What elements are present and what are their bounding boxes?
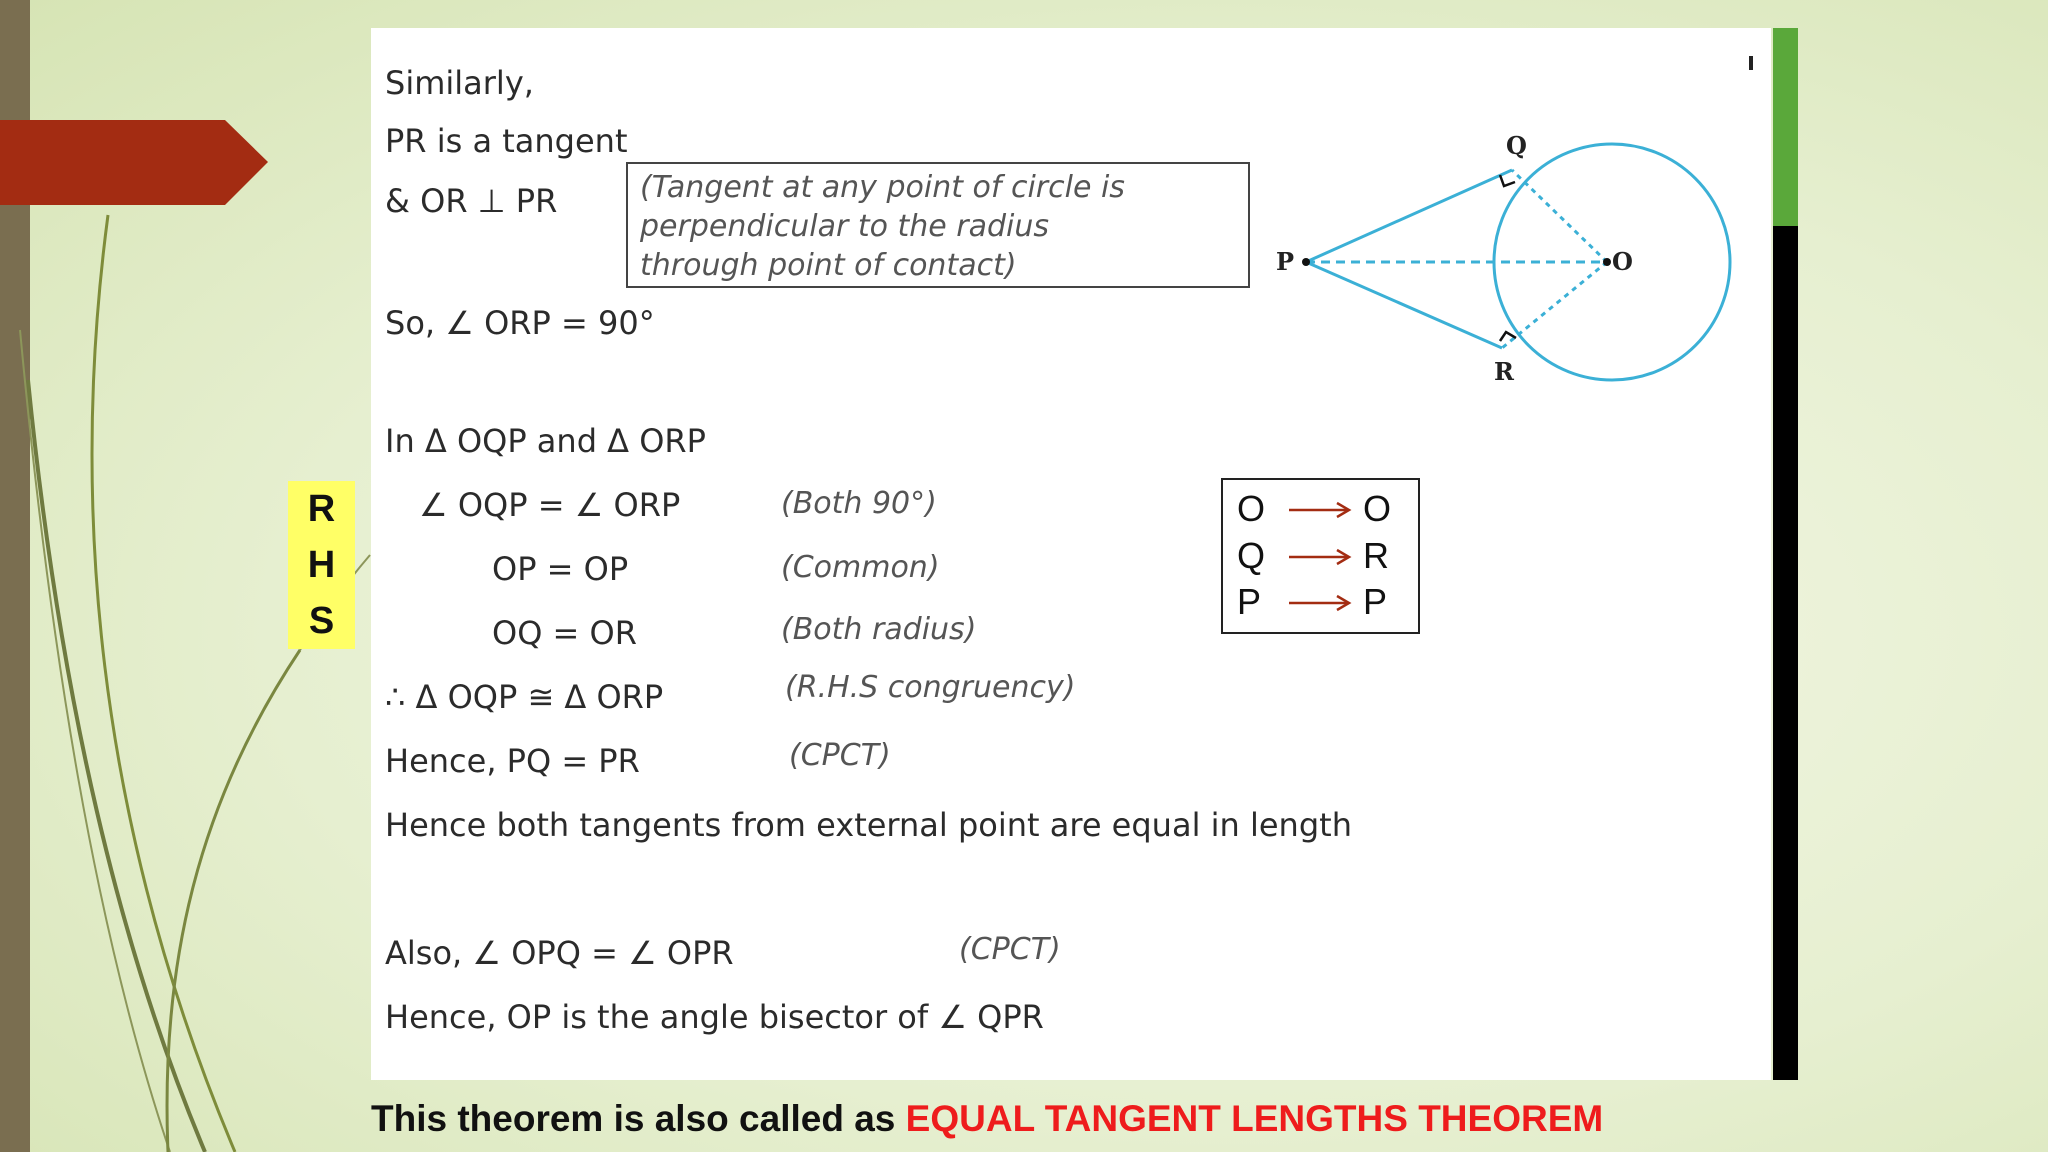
note-line: (Tangent at any point of circle is xyxy=(640,170,1125,205)
arrow-right-icon xyxy=(1287,500,1353,520)
step-statement: Hence, PQ = PR xyxy=(385,742,640,780)
to-vertex: P xyxy=(1363,581,1388,622)
proof-line-tangent: PR is a tangent xyxy=(385,122,628,160)
tangent-property-note xyxy=(626,162,1250,288)
step-statement: ∠ OQP = ∠ ORP xyxy=(419,486,681,524)
radius-oq xyxy=(1512,170,1607,262)
step-reason: (Both 90°) xyxy=(781,486,937,521)
proof-line-also: Also, ∠ OPQ = ∠ OPR xyxy=(385,934,734,972)
note-line: perpendicular to the radius xyxy=(640,209,1049,244)
label-p: P xyxy=(1276,247,1295,276)
scrollbar-thumb[interactable] xyxy=(1773,28,1798,226)
arrow-right-icon xyxy=(1287,593,1353,613)
proof-line-perpendicular: & OR ⊥ PR xyxy=(385,182,558,220)
rhs-label-box xyxy=(288,481,355,649)
footer-prefix: This theorem is also called as xyxy=(371,1098,906,1139)
arrow-tab-shape xyxy=(0,120,268,205)
step-reason: (CPCT) xyxy=(789,738,891,773)
correspondence-row xyxy=(1237,581,1407,625)
note-line: through point of contact) xyxy=(640,248,1017,283)
to-vertex: R xyxy=(1363,535,1389,576)
vertex-correspondence-box xyxy=(1221,478,1420,634)
tangent-pq xyxy=(1306,170,1512,262)
tangent-pr xyxy=(1306,262,1502,348)
theorem-footer xyxy=(371,1098,1603,1140)
step-statement: OP = OP xyxy=(492,550,629,588)
to-vertex: O xyxy=(1363,488,1392,529)
proof-line-bisector: Hence, OP is the angle bisector of ∠ QPR xyxy=(385,998,1044,1036)
step-reason: (Both radius) xyxy=(781,612,977,647)
from-vertex: O xyxy=(1237,488,1266,529)
proof-line-similarly: Similarly, xyxy=(385,64,534,102)
arrow-right-icon xyxy=(1287,547,1353,567)
point-p-dot xyxy=(1302,258,1310,266)
label-r: R xyxy=(1494,357,1514,386)
step-reason: (R.H.S congruency) xyxy=(785,670,1076,705)
correspondence-row xyxy=(1237,535,1407,579)
proof-line-triangles: In Δ OQP and Δ ORP xyxy=(385,422,706,460)
label-o: O xyxy=(1612,247,1633,276)
proof-line-angle-orp: So, ∠ ORP = 90° xyxy=(385,304,655,342)
rhs-letter: S xyxy=(308,599,335,642)
tangent-circle-diagram xyxy=(1262,120,1772,390)
from-vertex: P xyxy=(1237,581,1262,622)
rhs-letter: R xyxy=(307,487,336,530)
step-statement: ∴ Δ OQP ≅ Δ ORP xyxy=(385,678,664,716)
from-vertex: Q xyxy=(1237,535,1266,576)
proof-line-also-reason: (CPCT) xyxy=(959,932,1061,967)
proof-line-conclusion: Hence both tangents from external point are equal in length xyxy=(385,806,1352,844)
right-angle-mark-q xyxy=(1500,175,1515,186)
footer-theorem-name: EQUAL TANGENT LENGTHS THEOREM xyxy=(905,1098,1604,1139)
point-o-dot xyxy=(1603,258,1611,266)
label-q: Q xyxy=(1506,131,1527,160)
cursor-mark xyxy=(1749,56,1753,70)
step-reason: (Common) xyxy=(781,550,940,585)
rhs-letter: H xyxy=(307,543,336,586)
correspondence-row xyxy=(1237,488,1407,532)
step-statement: OQ = OR xyxy=(492,614,637,652)
